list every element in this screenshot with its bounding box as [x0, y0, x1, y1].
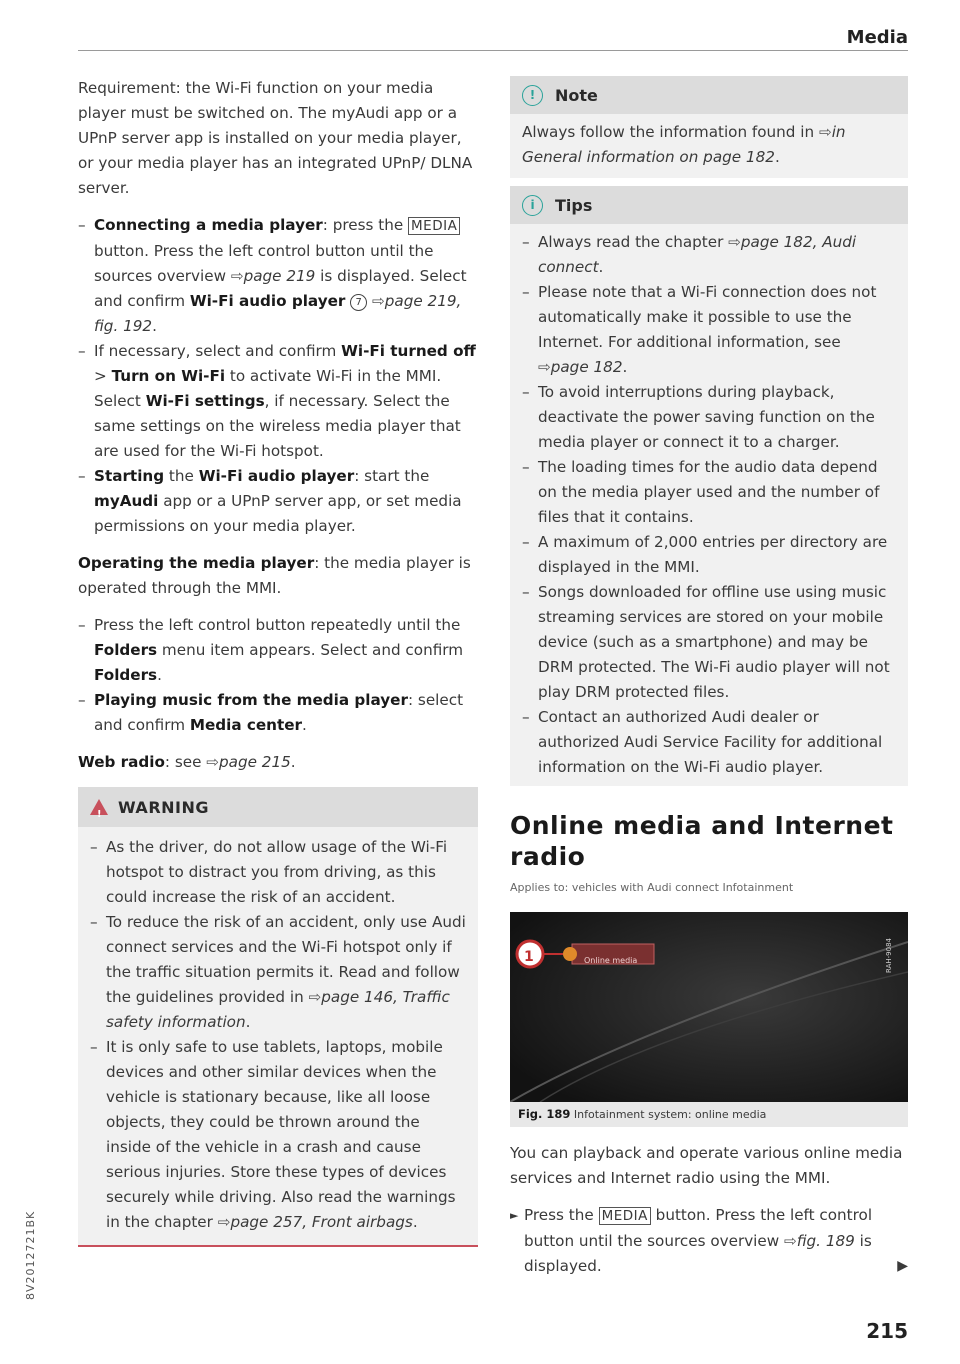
arrow-icon: ⇨	[728, 233, 741, 251]
page-link[interactable]: page 257, Front airbags	[230, 1213, 413, 1231]
page-link[interactable]: page 182, Audi connect	[538, 233, 857, 276]
warning-title: WARNING	[118, 797, 209, 817]
arrow-icon: ⇨	[784, 1232, 797, 1250]
note-header	[510, 76, 908, 114]
list-item: – It is only safe to use tablets, laptops, mobile devices and other similar devices when the vehicle is stationary because, like all loose objects, they could be thrown around the inside of the vehicle in a crash and cause serious injuries. Store these types of devices securely while driving. Also read the warnings in the chapter ⇨page 257, Front airbags.	[90, 1035, 466, 1235]
connect-steps	[78, 213, 478, 539]
list-item: – Starting the Wi-Fi audio player: start the myAudi app or a UPnP server app, or set media permissions on your media player.	[78, 464, 478, 539]
page-link[interactable]: page 146, Traffic safety information	[106, 988, 450, 1031]
arrow-icon: ⇨	[818, 123, 832, 141]
tips-box	[510, 186, 908, 786]
page-link[interactable]: in General information on page 182	[522, 123, 846, 166]
figure-link[interactable]: fig. 189	[796, 1232, 855, 1250]
list-item: – As the driver, do not allow usage of the Wi-Fi hotspot to distract you from driving, as this could increase the risk of an accident.	[90, 835, 466, 910]
warning-header	[78, 787, 478, 827]
callout-7-icon: 7	[350, 294, 367, 311]
list-item: – Connecting a media player: press the MEDIA button. Press the left control button until the sources overview ⇨page 219 is displayed. Select and confirm Wi-Fi audio player 7 ⇨page 219, fig. 192.	[78, 213, 478, 339]
section-title: Media	[846, 27, 908, 48]
web-radio-text: Web radio: see ⇨page 215.	[78, 753, 296, 771]
arrow-icon: ⇨	[217, 1213, 231, 1231]
infotainment-screen-image	[510, 912, 908, 1102]
page-link[interactable]: page 215	[219, 753, 291, 771]
list-item: – Press the left control button repeatedly until the Folders menu item appears. Select and confirm Folders.	[78, 613, 478, 688]
list-item: – To reduce the risk of an accident, only use Audi connect services and the Wi-Fi hotspot only if the traffic situation permits it. Read and follow the guidelines provided in ⇨page 146, Traffic safety information.	[90, 910, 466, 1035]
margin-code: 8V2012721BK	[24, 1210, 37, 1300]
page-link[interactable]: page 219, fig. 192	[94, 292, 462, 335]
tips-header	[510, 186, 908, 224]
applies-to-text: Applies to: vehicles with Audi connect Infotainment	[510, 881, 794, 894]
list-item: – To avoid interruptions during playback, deactivate the power saving function on the media player or connect it to a charger.	[522, 380, 896, 455]
right-column	[510, 76, 908, 1291]
figure-caption: Fig. 189 Infotainment system: online media	[510, 1102, 908, 1127]
page-link[interactable]: page 182	[550, 358, 623, 376]
operating-steps	[78, 613, 478, 738]
arrow-icon: ⇨	[308, 988, 322, 1006]
header-rule	[78, 50, 908, 51]
media-key: MEDIA	[408, 217, 460, 235]
online-media-heading: Online media and Internet radio	[510, 811, 894, 871]
figure-code: RAH-9084	[885, 938, 893, 973]
list-item: – Contact an authorized Audi dealer or authorized Audi Service Facility for additional information on the Wi-Fi audio player.	[522, 705, 896, 780]
arrow-icon: ⇨	[538, 358, 551, 376]
online-media-step: ► Press the MEDIA button. Press the left control button until the sources overview ⇨fig. 189 is displayed. ▶	[510, 1203, 908, 1279]
page-number: 215	[866, 1319, 908, 1343]
arrow-icon: ⇨	[230, 267, 244, 285]
operating-text: Operating the media player: the media player is operated through the MMI.	[78, 554, 471, 597]
list-item: – Always read the chapter ⇨page 182, Audi connect.	[522, 230, 896, 280]
list-item: – If necessary, select and confirm Wi-Fi turned off > Turn on Wi-Fi to activate Wi-Fi in the MMI. Select Wi-Fi settings, if necessary. Select the same settings on the wireless media player that are used for the Wi-Fi hotspot.	[78, 339, 478, 464]
media-key: MEDIA	[599, 1207, 651, 1225]
continue-arrow-icon: ▶	[897, 1258, 908, 1274]
warning-triangle-icon: !	[90, 799, 108, 815]
list-item: – A maximum of 2,000 entries per directory are displayed in the MMI.	[522, 530, 896, 580]
page-link[interactable]: page 219	[243, 267, 316, 285]
warning-box	[78, 787, 478, 1247]
triangle-bullet-icon: ►	[510, 1209, 519, 1222]
tips-title: Tips	[555, 195, 593, 215]
note-title: Note	[555, 85, 598, 105]
list-item: – Playing music from the media player: select and confirm Media center.	[78, 688, 478, 738]
warning-list	[90, 835, 466, 1235]
infotainment-figure	[510, 912, 908, 1102]
note-box	[510, 76, 908, 178]
requirement-text: Requirement: the Wi-Fi function on your media player must be switched on. The myAudi app or a UPnP server app is installed on your media player, or your media player has an integrated UPnP/ DLNA server.	[78, 79, 473, 197]
note-exclamation-icon: !	[522, 85, 543, 106]
note-body: Always follow the information found in ⇨in General information on page 182.	[522, 123, 846, 166]
left-column	[78, 76, 478, 1247]
tips-info-icon: i	[522, 195, 543, 216]
arrow-icon: ⇨	[372, 292, 385, 310]
list-item: – The loading times for the audio data depend on the media player used and the number of files that it contains.	[522, 455, 896, 530]
list-item: – Songs downloaded for offline use using music streaming services are stored on your mobile device (such as a smartphone) and may be DRM protected. The Wi-Fi audio player will not play DRM protected files.	[522, 580, 896, 705]
callout-1-label: 1	[524, 949, 534, 965]
list-item: – Please note that a Wi-Fi connection does not automatically make it possible to use the Internet. For additional information, see ⇨page 182.	[522, 280, 896, 380]
arrow-icon: ⇨	[206, 753, 220, 771]
tips-list	[522, 230, 896, 780]
online-media-paragraph: You can playback and operate various online media services and Internet radio using the MMI.	[510, 1144, 903, 1187]
online-media-menu-label: Online media	[584, 956, 638, 965]
